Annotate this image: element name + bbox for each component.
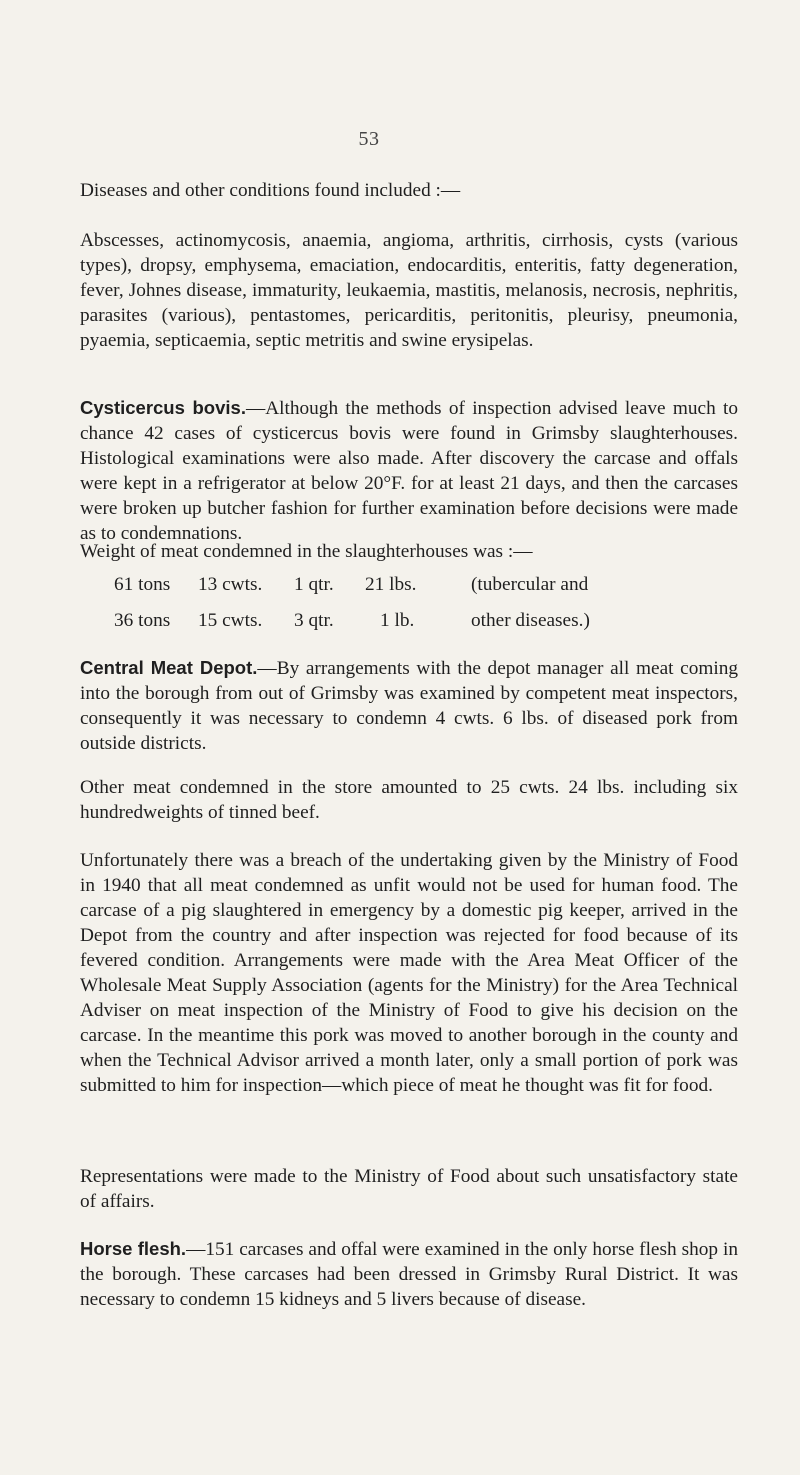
page-number: 53	[358, 128, 380, 150]
weight-lbs: 21 lbs.	[365, 574, 417, 595]
breach-paragraph: Unfortunately there was a breach of the undertaking given by the Ministry of Food in 1940 that all meat condemned as unfit would not be used for human food. The carcase of a pig slaughtered in emergency by a domestic pig keeper, arrived in the Depot from the country and after inspection was rejected for food because of its fevered condition. Arrangements were made with the Area Meat Officer of the Wholesale Meat Supply Association (agents for the Ministry) for the Area Technical Adviser on meat inspection of the Ministry of Food to give his decision on the carcase. In the meantime this pork was moved to another borough in the county and when the Technical Advisor arrived a month later, only a small portion of pork was submitted to him for inspection—which piece of meat he thought was fit for food.	[80, 850, 738, 1096]
other-meat-paragraph: Other meat condemned in the store amounted to 25 cwts. 24 lbs. including six hundredweights of tinned beef.	[80, 777, 738, 823]
cysticercus-paragraph	[80, 395, 738, 546]
diseases-intro: Diseases and other conditions found included :—	[80, 180, 461, 201]
weight-qtr: 1 qtr.	[294, 574, 334, 595]
representations-paragraph: Representations were made to the Ministry of Food about such unsatisfactory state of affairs.	[80, 1166, 738, 1212]
weight-tons: 61 tons	[114, 574, 171, 595]
central-depot-paragraph	[80, 655, 738, 756]
horse-flesh-heading: Horse flesh.	[80, 1238, 187, 1259]
central-depot-text: —By arrangements with the depot manager all meat coming into the borough from out of Grimsby was examined by competent meat inspectors, consequently it was necessary to condemn 4 cwts. 6 lbs. of diseased pork from outside districts.	[80, 658, 739, 754]
weight-tons: 36 tons	[114, 610, 171, 631]
weight-qtr: 3 qtr.	[294, 610, 334, 631]
cysticercus-heading: Cysticercus bovis.	[80, 397, 246, 418]
cysticercus-text: —Although the methods of inspection advised leave much to chance 42 cases of cysticercus bovis were found in Grimsby slaughterhouses. Histological examinations were also made. After discovery the carcase and offals were kept in a refrigerator at below 20°F. for at least 21 days, and then the carcases were broken up butcher fashion for further examination before decisions were made as to condemnations.	[80, 398, 739, 544]
weight-cwts: 15 cwts.	[198, 610, 263, 631]
horse-flesh-paragraph	[80, 1236, 738, 1312]
diseases-list: Abscesses, actinomycosis, anaemia, angioma, arthritis, cirrhosis, cysts (various types), dropsy, emphysema, emaciation, endocarditis, enteritis, fatty degeneration, fever, Johnes disease, immaturity, leukaemia, mastitis, melanosis, necrosis, nephritis, parasites (various), pentastomes, pericarditis, peritonitis, pleurisy, pneumonia, pyaemia, septicaemia, septic metritis and swine erysipelas.	[80, 230, 738, 351]
weight-note: (tubercular and	[471, 574, 589, 595]
weight-note: other diseases.)	[471, 610, 590, 631]
central-depot-heading: Central Meat Depot.	[80, 657, 258, 678]
weight-intro: Weight of meat condemned in the slaughterhouses was :—	[80, 541, 533, 562]
weight-lbs: 1 lb.	[380, 610, 415, 631]
weight-cwts: 13 cwts.	[198, 574, 263, 595]
horse-flesh-text: —151 carcases and offal were examined in the only horse flesh shop in the borough. These carcases had been dressed in Grimsby Rural District. It was necessary to condemn 15 kidneys and 5 livers because of disease.	[80, 1239, 738, 1310]
